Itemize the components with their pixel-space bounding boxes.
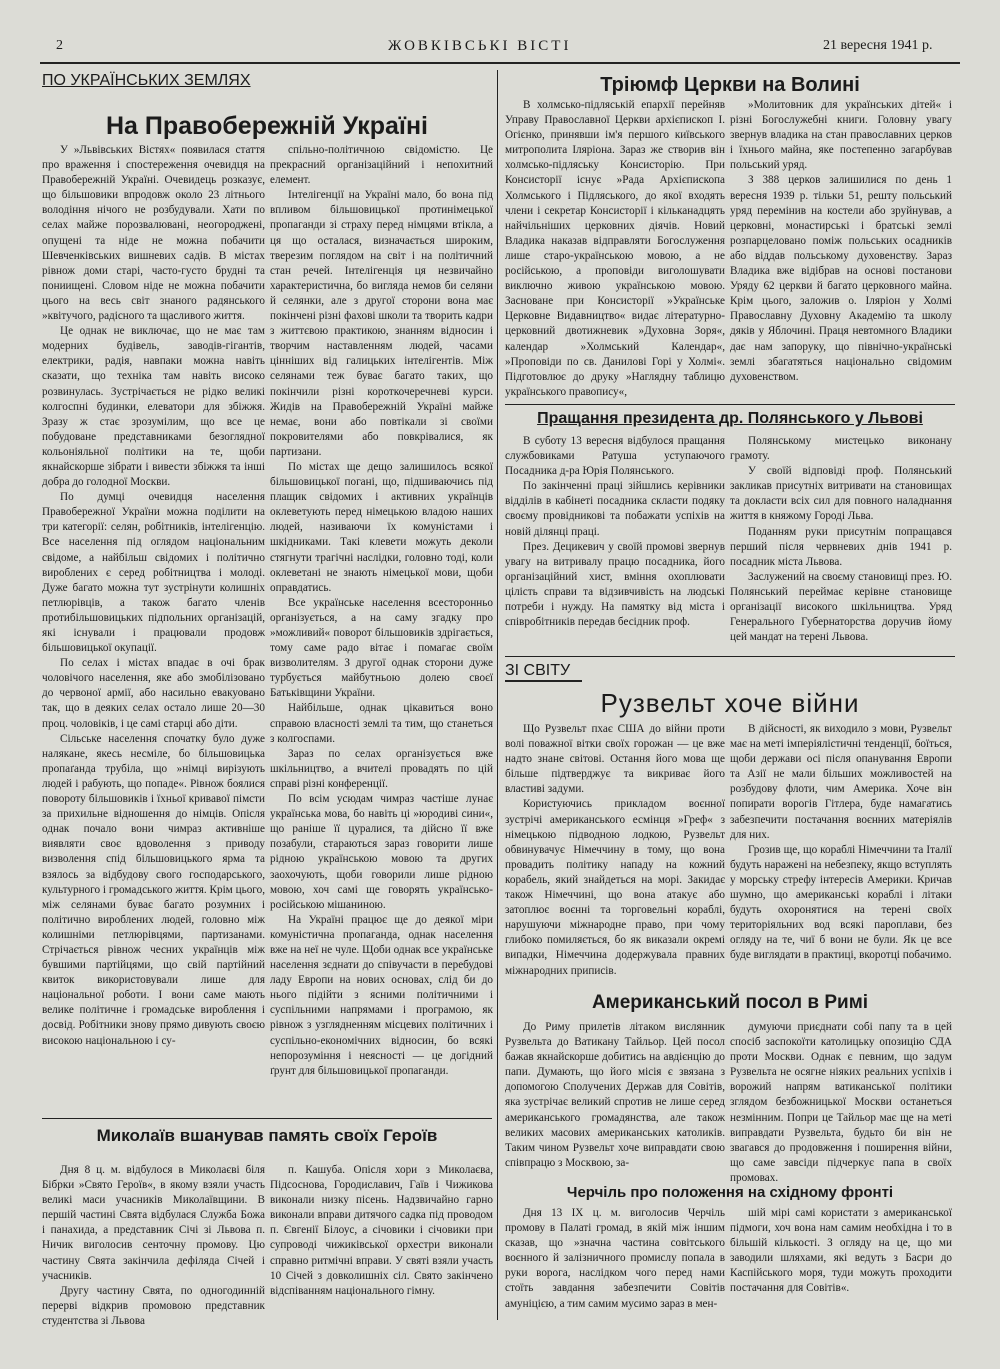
paragraph: На Україні працює ще до деякої міри комуністична пропаганда, однак населення вже на неї не чуле. Щоби однак все українське населення зєднати до співучасти в перебудові ладу Европи на нових основах, слід би до нього підійти з ясними політичними і суспільними напрямами і програмою, як рівнож з узглядненням місцевих політичних і суспільно-економічних відносин, бо всякі непорозуміння і неясності — це догідний ґрунт для більшовицької пропаганди. (270, 913, 493, 1077)
article-title: Американський посол в Римі (591, 992, 869, 1013)
newspaper-title: ЖОВКІВСЬКІ ВІСТІ (388, 38, 572, 54)
paragraph: шій мірі самі користати з американської підмоги, хоч вона нам самим необхідна і то в більшій кількості. З огляду на це, що ми заводили шляхами, які ведуть з Басри до Каспійського моря, туди можуть проходити постачання для Совітів«. (730, 1207, 952, 1295)
paragraph: През. Децикевич у своїй промові звернув увагу на витривалу працю посадника, його організаційний хист, вміння охоплювати цілість справи та відзивчивість на людські потреби і нужду. На памятку від міста і співробітників передав бесідник проф. (505, 540, 725, 629)
article-column (505, 98, 725, 403)
paragraph: Дня 13 IX ц. м. виголосив Черчіль промову в Палаті громад, в якій між іншим сказав, що »значна частина совітського воєнного й залізничного промислу попала в руки ворога, наслідком чого перед нами стоїть завдання забезпечити Совітів амуніцією, а тим самим мусимо зараз в мен- (505, 1207, 725, 1310)
article-title: Миколаїв вшанував память своїх Героїв (96, 1126, 438, 1145)
article-column (270, 143, 493, 1116)
column-divider (497, 70, 498, 1320)
paragraph: Інтелігенції на Україні мало, бо вона під впливом більшовицької протинімецької пропаганди зі страху перед німцями втікла, а ця що осталася, визначається широким, тверезим поглядом на світ і на політичний стан речей. Інтелігенція ця незвичайно характеристична, бо вигляда немов би селяни й селянки, але з другої сторони вона має покінчені різні фахові школи та творить кадри з життєвою практикою, знанням відносин і творчим наставленням людей, часами цінніших від галицьких інтелігентів. Між селянами теж буває багато таких, що покінчили різні короткочеречневі курси. Жидів на Правобережній Україні майже немає, вони або повтікали зі своїми покровителями або повкрівалися, як партизани. (270, 189, 493, 458)
paragraph: »Молитовник для українських дітей« і різні Богослужебні книги. Головну увагу звернув владика на стан православних церков і їхнього майна, яке постепенно загарбував польський уряд. (730, 99, 952, 172)
divider (42, 1118, 492, 1119)
article-column (730, 1020, 952, 1184)
article-title: Рузвельт хоче війни (600, 688, 860, 718)
paragraph: Користуючись прикладом воєнної зустрічі американського есмінця »Греф« з німецькою підводною лодкою, Рузвельт обвинувачує Німеччину в тому, що вона провадить політику нападу на кожний корабель, який знайдеться на морі. Закидає також Німеччині, що вона атакує або затоплює воєнні та торговельні кораблі, нарушуючи міжнародне право, при чому глибоко помиляється, бо як виказали окремі випадки, Німеччина додержувала правних міжнародних приписів. (505, 798, 725, 977)
paragraph: Поданням руки присутнім попращався перший після червневих днів 1941 р. посадник міста Львова. (730, 525, 952, 568)
paragraph: думуючи приєднати собі папу та в цей спосіб заспокоїти католицьку опозицію СДА проти Москви. Однак є певним, що задум Рузвельта не осягне ніяких реальних успіхів і ворожий напрям ватиканської політики зглядом безбожницької Москви останеться незмінним. Попри це Тайльор має ще на меті виправдати Рузвельта, будьто би він не звагався до продовження і поширення війни, що саме завсіди підчеркує папа в своїх промовах. (730, 1021, 952, 1184)
page-number: 2 (56, 38, 63, 53)
article-column (42, 143, 265, 1116)
divider (505, 404, 955, 405)
issue-date: 21 вересня 1941 р. (823, 38, 933, 53)
article-column (270, 1163, 493, 1315)
paragraph: Заслужений на своєму становищі през. Ю. Полянський переймає керівне становище організації високого шкільництва. Уряд Генерального Губернаторства доручив йому цей мандат на терені Львова. (730, 570, 952, 644)
paragraph: Найбільше, однак цікавиться воно справою власності землі та тим, що станеться з колгоспами. (270, 702, 493, 745)
section-label: ЗІ СВІТУ (505, 662, 582, 682)
paragraph: Зараз по селах організується вже шкільництво, а вчителі провадять по цій справі різні конференції. (270, 747, 493, 790)
paragraph: В дійсності, як виходило з мови, Рузвельт має на меті імперіялістичні тенденції, боїться, щоби держави осі після опанування Европи та Азії не мали більших можливостей на розбудову флоти, чим Америка. Хоче він попирати ворогів Гітлера, буде намагатись забезпечити постачання воєнних матеріялів для них. (730, 723, 952, 841)
article-column (42, 1163, 265, 1327)
article-title: Черчіль про положення на східному фронті (566, 1184, 894, 1201)
paragraph: По закінченні праці зійшлись керівники відділів в кабінеті посадника скласти подяку своєму провідникові та побажати успіхів на новій ділянці праці. (505, 480, 725, 538)
paragraph: п. Кашуба. Опісля хори з Миколаєва, Підсоснова, Городиславич, Гаїв і Чижикова виконали низку пісень. Надзвичайно гарно виконали вправи дитячого садка під проводом п. Євгенії Білоус, а січовики і січовики при супроводі чижиківської орхестри виконали справно ритмічні вправи. У святі взяли участь 10 Січей з довколишніх сіл. Свято закінчено відспіванням національного гімну. (270, 1164, 493, 1297)
article-column (505, 1206, 725, 1316)
paragraph: По думці очевидця населення Правобережної України можна поділити на три категорії: селян, робітників, інтелігенцію. Все населення під оглядом національним свідоме, а найбільш свідомих і політично вироблених є серед робітництва і молоді. Дуже багато можна тут зустрінути колишніх петлюрівців, а також багато членів протибільшовицьких підпольних організацій, які існували і працювали продовж більшовицької окупації. (42, 491, 265, 655)
paragraph: В суботу 13 вересня відбулося пращання службовиками Ратуша уступаючого Посадника д-ра Юрія Полянського. (505, 435, 725, 478)
article-title: Пращання президента др. Полянського у Львові (537, 410, 923, 427)
section-label: ПО УКРАЇНСЬКИХ ЗЕМЛЯХ (42, 72, 251, 89)
paragraph: Що Рузвельт пхає США до війни проти волі поважної вітки своїх горожан — це вже надто знане світові. Остання його мова ще більше підтверджує та викриває його властиві задуми. (505, 723, 725, 796)
paragraph: Другу частину Свята, по одногодинній перерві відкрив промовою представник студентства зі Львова (42, 1284, 265, 1327)
header-rule (40, 62, 960, 64)
paragraph: Дня 8 ц. м. відбулося в Миколаєві біля Бібрки »Свято Героїв«, в якому взяли участь великі маси учасників Миколаївщини. В першій частині Свята відбулася Служба Божа і панахида, а представник Січі зі Львова п. Ничик виголосив сенточну промову. Цю частину Свята закінчила дефіляда Січей і учасників. (42, 1164, 265, 1282)
article-column (505, 1020, 725, 1178)
article-column (730, 434, 952, 652)
paragraph: Грозив ще, що кораблі Німеччини та Італії будуть наражені на небезпеку, якщо вступлять у морську стрефу інтересів Америки. Кричав шумно, що американські кораблі і літаки будуть охоронятися на терені своїх територіяльних вод всякі пароплави, без огляду на те, чиї б вони не були. Як це все буде виглядати в практиці, вкоротці побачимо. (730, 843, 952, 962)
paragraph: Полянському мистецько виконану грамоту. (730, 435, 952, 463)
paragraph: У »Львівських Вістях« появилася стаття про враження і спостереження очевидця на Правобережній Україні. Очевидець розказує, що більшовики впродовж около 23 літнього володіння нічого не розбудували. Хати по селах майже порозвалювані, неогороджені, опущені та ніде не можна побачити Шевченківських вишневих садів. В містах рівнож доми старі, часто-густо брудні та пониищені. Словом ніде не можна побачити цього на весь світ знаного радянського »квітучого, радісного та щасливого життя. (42, 144, 265, 323)
paragraph: Сільське населення спочатку було дуже налякане, якесь несміле, бо більшовицька пропаґанда трубіла, що »німці вирізують людей і рабують, що попаде«. Рівнож боялися повороту більшовиків і їхньої кривавої пімсти за прихильне відношення до німців. Опісля однак почало вони чимраз активніше виявляти своє вдоволення з приводу визволення спід більшовицького ярма та взялось за відбудову свого господарського, культурного і громадського життя. Крім цього, між селянами буває багато розумних і політично вироблених людей, головно між колишніми петлюрівцями, партизанами. Стрічається рівнож чесних українців між бувшими партійцями, що свій партійний квиток використовували лише для національної роботи. І вони саме мають велике політичне і громадське вироблення і досвід. Робітники знову прямо дивують своєю високою національною і су- (42, 732, 265, 1047)
article-title: На Правобережній Україні (106, 112, 428, 140)
paragraph: спільно-політичною свідомістю. Це прекрасний організаційний і непохитний елемент. (270, 144, 493, 187)
article-column (730, 98, 952, 403)
paragraph: В холмсько-підляській епархії перейняв Управу Православної Церкви архієпископ І. Огієнко, принявши ім'я першого київського митрополита Іляріона. Зараз же створив він холмсько-підляську Консисторію. При Консисторії існує »Рада Архієпископа Холмського і Підляського, до якої входять члени і секретар Консисторії і кільканадцять найчільніших церковних діячів. Новий Владика наказав відправляти Богослуження лише старо-українською мовою, а не російською, а проповіди виголошувати виключно живою українською мовою. Засноване при Консисторії »Українське Церковне Видавництво« видає літературно-церковний двотижневик »Духовна Зоря«, календар »Холмський Календар«, »Проповіди по св. Данилові Горі у Холмі«. Підготовлює до друку »Наглядну таблицю українського правопису«, (505, 99, 725, 398)
divider (505, 656, 955, 657)
paragraph: Все українське населення всесторонньо організується, а на саму згадку про »можливий« поворот більшовиків здрігається, тому саме радо вітає і помагає своїм визволителям. З другої однак сторони дуже турбується майбутньою долею своєї Батьківщини України. (270, 596, 493, 700)
article-column (505, 434, 725, 652)
paragraph: По містах ще дещо залишилось всякої більшовицької погані, що, підшиваючись під плащик свідомих і активних українців оклеветують перед німецькою владою наших людей, називаючи їх комуністами і шкідниками. Такі клевети можуть деколи стягнути трагічні наслідки, головно тоді, коли оклеветані не знають німецької мови, щоби оправдатись. (270, 460, 493, 594)
article-column (505, 722, 725, 985)
paragraph: Це однак не виключає, що не має там модерних будівель, заводів-гігантів, електрики, радія, навпаки можна навіть сказати, що техніка там навіть високо розвинулась. Зустрічається не рідко великі колгоспні будинки, елеватори для збіжжя. Зразу ж стає зрозумілим, що все це побудоване представниками безоглядної кольоніяльної політики на те, щоби якнайскорше зібрати і вивести збіжжя та інші добра до голодної Москви. (42, 325, 265, 489)
article-title: Тріюмф Церкви на Волині (600, 74, 860, 96)
article-column (730, 1206, 952, 1316)
paragraph: У своїй відповіді проф. Полянський закликав присутніх витривати на становищах та докласти всіх сил для повного наладнання життя в княжому Городі Льва. (730, 465, 952, 523)
paragraph: По селах і містах впадає в очі брак чоловічого населення, яке або змобілізовано до червоної армії, або насильно евакуовано так, що в деяких селах остало лише 20—30 проц. чоловіків, і це самі старці або діти. (42, 657, 265, 730)
paragraph: До Риму прилетів літаком вислянник Рузвельта до Ватикану Тайльор. Цей посол бажав якнайскорше добитись на авдієнцію до папи. Думають, що його місія є звязана з допомогою Сполучених Держав для Совітів, яка зустрічає великий спротив не лише серед американського громадянства, але також великих масових американських католиків. Таким чином Рузвельт хоче виправдати свою співпрацю з Москвою, за- (505, 1021, 725, 1169)
paragraph: По всім усюдам чимраз частіше лунає українська мова, бо навіть ці »юродиві сини«, що раніше її цуралися, та дійсно її вже позабули, стараються зараз говорити лише рідною українською мовою та других заохочують, щоби говорили лише рідною мовою, хоч самі ще говорять українсько-російською мішаниною. (270, 793, 493, 911)
paragraph: З 388 церков залишилися по день 1 вересня 1939 р. тільки 51, решту польський уряд перемінив на костели або зруйнував, а церковні, монастирські і братські землі розпарцеловано поміж польських осадників або віддав польському духовенству. Зараз Владика вже відібрав на основі постанови Уряду 62 церкви й багато церковного майна. Крім цього, заложив о. Іляріон у Холмі Православну Духовну Академію та школу дяків у Яблочині. Праця невтомного Владики дає нам запоруку, що північно-українські землі збагатяться національно свідомим духовенством. (730, 174, 952, 383)
article-column (730, 722, 952, 985)
